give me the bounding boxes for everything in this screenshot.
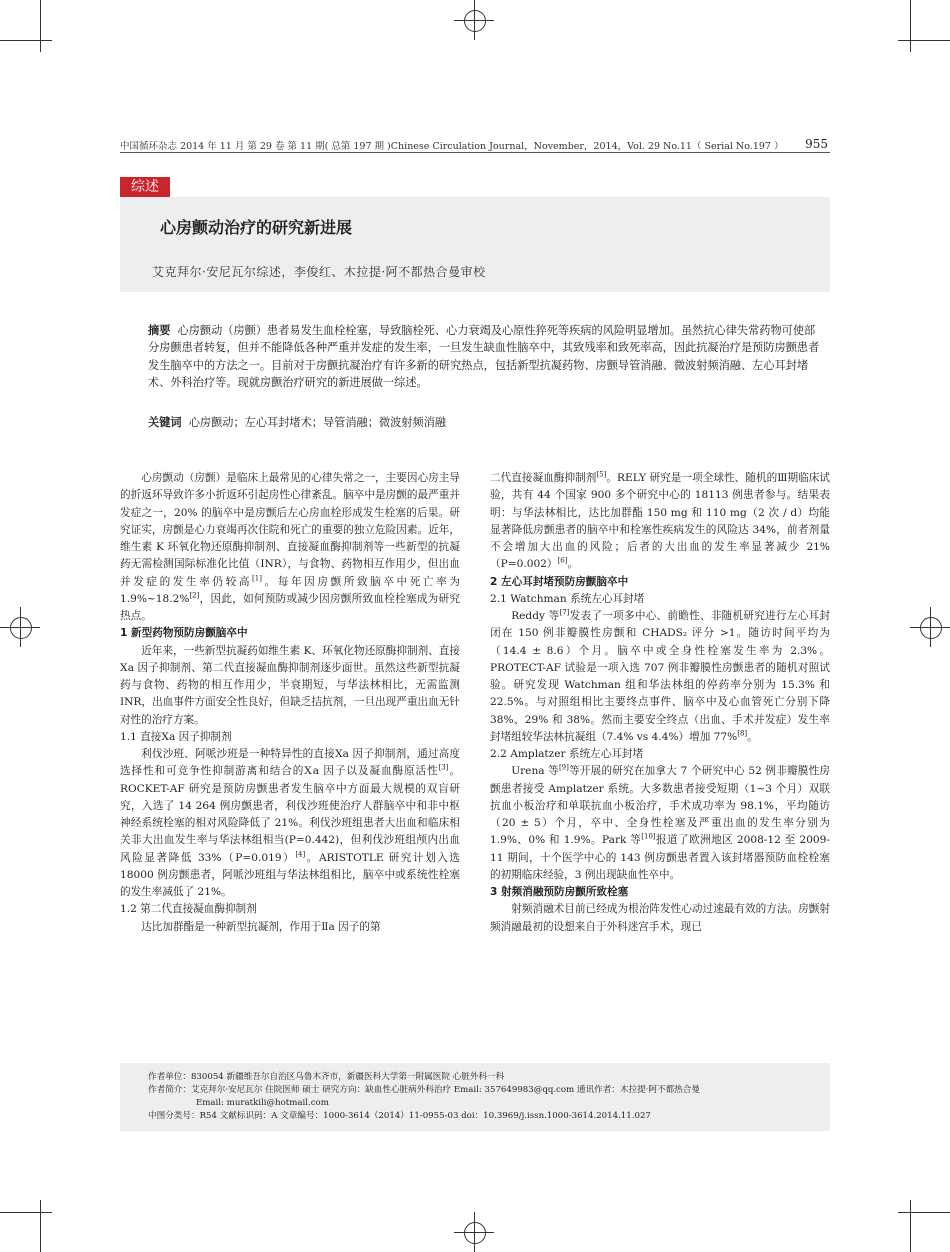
subsection-heading: 2.1 Watchman 系统左心耳封堵 — [490, 592, 645, 605]
section-heading: 2 左心耳封堵预防房颤脑卒中 — [490, 575, 629, 588]
footnote-box — [120, 1063, 830, 1131]
left-column — [120, 470, 460, 936]
footnote-text — [148, 1071, 700, 1123]
corresponding-email: Email: muratkili@hotmail.com — [196, 1098, 329, 1108]
paragraph: 射频消融术目前已经成为根治阵发性心动过速最有效的方法。房颤射频消融最初的设想来自于外科迷宫手术，现已 — [490, 903, 830, 933]
classification-info: 中图分类号：R54 文献标识码：A 文章编号：1000-3614（2014）11-0955-03 doi：10.3969/j.issn.1000-3614.2014.11.027 — [148, 1111, 651, 1121]
keywords-text: 心房颤动；左心耳封堵术；导管消融；微波射频消融 — [188, 416, 447, 429]
page-number: 955 — [805, 137, 828, 151]
paragraph: Urena 等[9]等开展的研究在加拿大 7 个研究中心 52 例非瓣膜性房颤患者接受 Amplatzer 系统。大多数患者接受短期（1~3 个月）双联抗血小板治疗和单联抗血小板治疗，手术成功率为 98.1%，平均随访（20 ± 5）个月，卒中、全身性栓塞及严重出血的发生率分别为 1.9%、0% 和 1.9%。Park 等[10]报道了欧洲地区 2008-12 至 2009-11 期间，十个医学中心的 143 例房颤患者置入该封堵器预防血栓栓塞的初期临床经验，3 例出现缺血性卒中。 — [490, 763, 830, 881]
author-bio: 作者简介：艾克拜尔·安尼瓦尔 住院医师 硕士 研究方向：缺血性心脏病外科治疗 Email: 357649983@qq.com 通讯作者：木拉提·阿不都热合曼 — [148, 1085, 700, 1095]
subsection-heading: 1.1 直接Ⅹa 因子抑制剂 — [120, 730, 232, 743]
section-heading: 1 新型药物预防房颤脑卒中 — [120, 627, 248, 640]
abstract-label: 摘要 — [148, 324, 171, 337]
abstract-text: 心房颤动（房颤）患者易发生血栓栓塞，导致脑栓死、心力衰竭及心原性猝死等疾病的风险明显增加。虽然抗心律失常药物可使部分房颤患者转复，但并不能降低各种严重并发症的发生率，一旦发生缺血性脑卒中，其致残率和致死率高，因此抗凝治疗是预防房颤患者发生脑卒中的方法之一。目前对于房颤抗凝治疗有许多新的研究热点，包括新型抗凝药物、房颤导管消融、微波射频消融、左心耳封堵术、外科治疗等。现就房颤治疗研究的新进展做一综述。 — [148, 324, 820, 389]
author-affiliation: 作者单位：830054 新疆维吾尔自治区乌鲁木齐市，新疆医科大学第一附属医院 心脏外科一科 — [148, 1072, 505, 1082]
keywords — [148, 414, 826, 431]
paragraph: 二代直接凝血酶抑制剂[5]。RELY 研究是一项全球性、随机的Ⅲ期临床试验，共有 44 个国家 900 多个研究中心的 18113 例患者参与。结果表明：与华法林相比，达比加群酯 150 mg 和 110 mg（2 次 / d）均能显著降低房颤患者的脑卒中和栓塞性疾病发生的风险达 34%，前者剂量不会增加大出血的风险；后者的大出血的发生率显著减少 21%（P=0.002）[6]。 — [490, 470, 830, 571]
subsection-heading: 1.2 第二代直接凝血酶抑制剂 — [120, 903, 257, 916]
keywords-label: 关键词 — [148, 416, 182, 429]
paragraph: Reddy 等[7]发表了一项多中心、前瞻性、非随机研究进行左心耳封闭在 150 例非瓣膜性房颤和 CHADS₂ 评分 >1。随访时间平均为（14.4 ± 8.6）个月。脑卒中或全身性栓塞发生率为 2.3%。PROTECT-AF 试验是一项入选 707 例非瓣膜性房颤患者的随机对照试验。研究发现 Watchman 组和华法林组的停药率分别为 15.3% 和 22.5%。与对照组相比主要终点事件、脑卒中及心血管死亡分别下降 38%、29% 和 38%。然而主要安全终点（出血、手术并发症）发生率封堵组较华法林抗凝组（7.4% vs 4.4%）增加 77%[8]。 — [490, 608, 831, 743]
authors: 艾克拜尔·安尼瓦尔综述，李俊红、木拉提·阿不都热合曼审校 — [152, 265, 486, 279]
abstract — [148, 322, 826, 391]
subsection-heading: 2.2 Amplatzer 系统左心耳封堵 — [490, 748, 644, 760]
header-rule — [120, 152, 830, 153]
paragraph: 达比加群酯是一种新型抗凝剂，作用于Ⅱa 因子的第 — [141, 920, 381, 933]
paragraph: 近年来，一些新型抗凝药如维生素 K、环氧化物还原酶抑制剂、直接Ⅹa 因子抑制剂、第二代直接凝血酶抑制剂逐步面世。虽然这些新型抗凝药与食物、药物的相互作用少，半衰期短，与华法林相比，无需监测 INR，出血事件方面安全性良好，但缺乏拮抗剂，一旦出现严重出血无针对性的治疗方案。 — [120, 644, 460, 726]
right-column — [490, 470, 830, 936]
title-box — [120, 197, 830, 292]
journal-header: 中国循环杂志 2014 年 11 月 第 29 卷 第 11 期( 总第 197 期 )Chinese Circulation Journal，November，2014，Vol. 29 No.11（ Serial No.197 ） — [120, 141, 784, 152]
section-tag: 综述 — [120, 177, 170, 197]
article-title: 心房颤动治疗的研究新进展 — [160, 218, 353, 237]
section-heading: 3 射频消融预防房颤所致栓塞 — [490, 886, 629, 898]
paragraph: 利伐沙班、阿哌沙班是一种特异性的直接Ⅹa 因子抑制剂，通过高度选择性和可竞争性抑制游离和结合的Ⅹa 因子以及凝血酶原活性[3]。ROCKET-AF 研究是预防房颤患者发生脑卒中方面最大规模的双盲研究，入选了 14 264 例房颤患者，利伐沙班使治疗人群脑卒中和非中枢神经系统栓塞的相对风险降低了 21%。利伐沙班组患者大出血和临床相关非大出血发生率与华法林组相当(P=0.442)，但利伐沙班组颅内出血风险显著降低 33%（P=0.019）[4]。ARISTOTLE 研究计划入选 18000 例房颤患者，阿哌沙班组与华法林组相比，脑卒中或系统性栓塞的发生率减低了 21%。 — [120, 748, 461, 898]
paragraph: 心房颤动（房颤）是临床上最常见的心律失常之一，主要因心房主导的折返环导致许多小折返环引起房性心律紊乱。脑卒中是房颤的最严重并发症之一，20% 的脑卒中是房颤后左心房血栓形成发生栓塞的后果。研究证实，房颤是心力衰竭再次住院和死亡的重要的独立危险因素。近年，维生素 K 环氧化物还原酶抑制剂、直接凝血酶抑制剂等一些新型的抗凝药无需检测国际标准化比值（INR），与食物、药物相互作用少，但出血并发症的发生率仍较高[1]。每年因房颤所致脑卒中死亡率为 1.9%~18.2%[2]，因此，如何预防或减少因房颤所致血栓栓塞成为研究热点。 — [120, 472, 460, 622]
